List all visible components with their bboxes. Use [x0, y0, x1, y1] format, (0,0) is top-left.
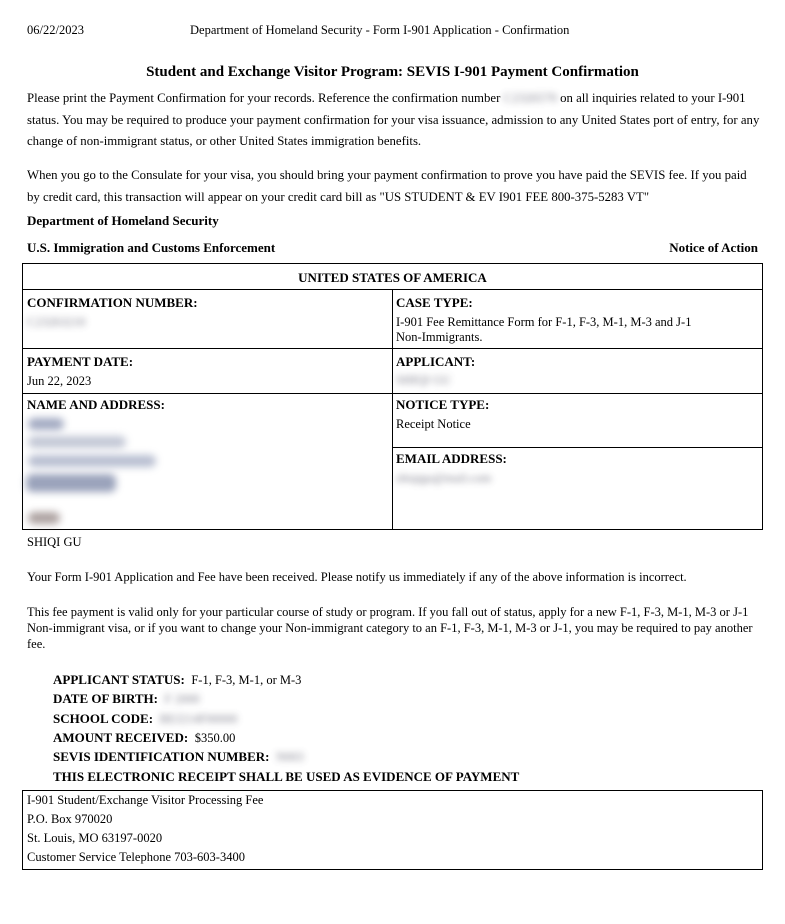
dob-row: DATE OF BIRTH: F 2000 [53, 691, 200, 706]
print-date: 06/22/2023 [27, 23, 84, 37]
applicant-name: SHIQI GU [27, 535, 82, 549]
notice-of-action-heading: Notice of Action [669, 240, 758, 255]
country-header: UNITED STATES OF AMERICA [298, 270, 487, 285]
school-code-row: SCHOOL CODE: BEJ214F00000 [53, 711, 238, 726]
notice-type-value: Receipt Notice [396, 417, 471, 431]
ice-heading: U.S. Immigration and Customs Enforcement [27, 240, 276, 255]
footer-line-3: St. Louis, MO 63197-0020 [27, 831, 163, 845]
email-label: EMAIL ADDRESS: [396, 451, 507, 466]
applicant-label: APPLICANT: [396, 354, 476, 369]
case-type-line-1: I-901 Fee Remittance Form for F-1, F-3, M-1, M-3 and J-1 [396, 315, 692, 329]
case-type-label: CASE TYPE: [396, 295, 473, 310]
email-value-redacted: shiqigu@mail.com [396, 471, 492, 485]
name-address-label: NAME AND ADDRESS: [27, 397, 165, 412]
intro-paragraph-1: Please print the Payment Confirmation for your records. Reference the confirmation number C2326570 on all inquiries related to your I-901 status. You may be required to produce your payment confirmation for your visa issuance, admission to any United States port of entry, for any change of non-immigrant status, or other United States immigration benefits. [27, 91, 760, 148]
redacted-address-line-1 [28, 418, 64, 430]
redacted-address-line-2 [28, 436, 126, 448]
redacted-address-line-4 [26, 474, 116, 492]
amount-received-row: AMOUNT RECEIVED: $350.00 [53, 730, 236, 745]
footer-line-1: I-901 Student/Exchange Visitor Processing Fee [27, 793, 264, 807]
footer-line-4: Customer Service Telephone 703-603-3400 [27, 850, 245, 864]
receipt-evidence-note: THIS ELECTRONIC RECEIPT SHALL BE USED AS EVIDENCE OF PAYMENT [53, 769, 520, 784]
payment-date-value: Jun 22, 2023 [27, 374, 92, 388]
confirmation-number-value: C23263210 [27, 315, 86, 329]
redacted-address-line-3 [28, 455, 156, 467]
fee-validity-notice: This fee payment is valid only for your particular course of study or program. If you fall out of status, apply for a new F-1, F-3, M-1, M-3 or J-1 Non-immigrant visa, or if you want to change your Non-immigrant category to an F-1, F-3, M-1, M-3 or J-1, you may be required to pay another fee. [27, 605, 753, 651]
footer-line-2: P.O. Box 970020 [27, 812, 113, 826]
confirmation-number-label: CONFIRMATION NUMBER: [27, 295, 198, 310]
page-title: Student and Exchange Visitor Program: SEVIS I-901 Payment Confirmation [146, 64, 639, 80]
print-header-title: Department of Homeland Security - Form I-901 Application - Confirmation [190, 23, 570, 37]
payment-date-label: PAYMENT DATE: [27, 354, 134, 369]
confirmation-number-redacted: C2326570 [503, 91, 557, 105]
case-type-line-2: Non-Immigrants. [396, 330, 483, 344]
applicant-value-redacted: SHIQI GU [396, 373, 451, 387]
intro-paragraph-2: When you go to the Consulate for your visa, you should bring your payment confirmation to prove you have paid the SEVIS fee. If you paid by credit card, this transaction will appear on your credit card bill as "US STUDENT & EV I901 FEE 800-375-5283 VT" [27, 168, 747, 204]
redacted-address-line-5 [28, 512, 60, 524]
notice-type-label: NOTICE TYPE: [396, 397, 490, 412]
sevis-id-row: SEVIS IDENTIFICATION NUMBER: N003 [53, 749, 304, 764]
dept-heading: Department of Homeland Security [27, 213, 219, 228]
received-notice: Your Form I-901 Application and Fee have been received. Please notify us immediately if any of the above information is incorrect. [27, 570, 687, 584]
applicant-status-row: APPLICANT STATUS: F-1, F-3, M-1, or M-3 [53, 672, 302, 687]
